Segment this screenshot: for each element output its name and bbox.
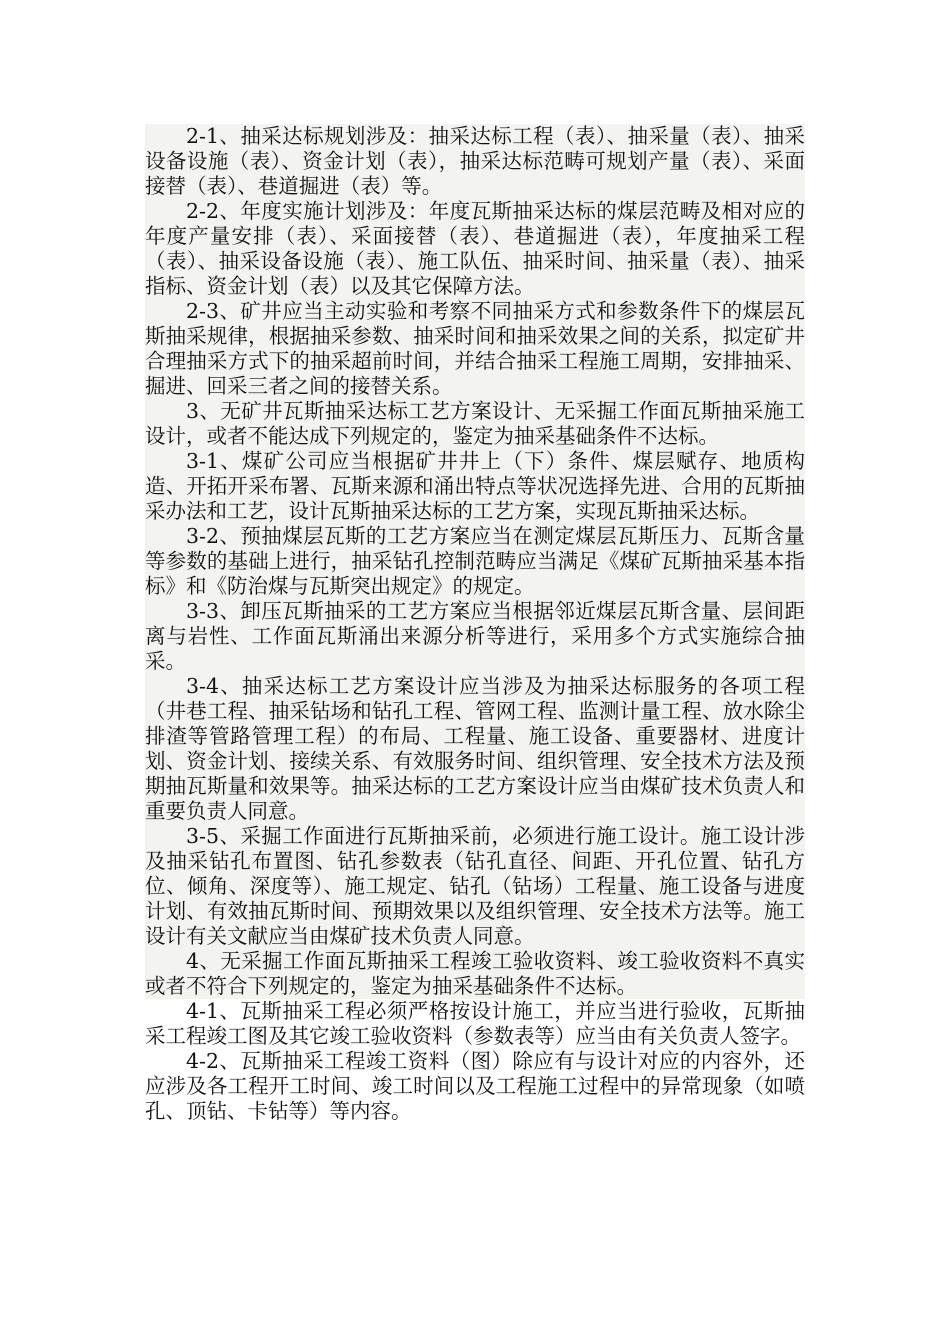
paragraph-3-2: 3-2、预抽煤层瓦斯的工艺方案应当在测定煤层瓦斯压力、瓦斯含量等参数的基础上进行，抽采钻孔控制范畴应当满足《煤矿瓦斯抽采基本指标》和《防治煤与瓦斯突出规定》的规定。 [145,524,805,598]
paragraph-3-1: 3-1、煤矿公司应当根据矿井井上（下）条件、煤层赋存、地质构造、开拓开采布署、瓦斯来源和涌出特点等状况选择先进、合用的瓦斯抽采办法和工艺，设计瓦斯抽采达标的工艺方案，实现瓦斯抽采达标。 [145,449,805,523]
paragraph-2-3: 2-3、矿井应当主动实验和考察不同抽采方式和参数条件下的煤层瓦斯抽采规律，根据抽采参数、抽采时间和抽采效果之间的关系，拟定矿井合理抽采方式下的抽采超前时间，并结合抽采工程施工周期，安排抽采、掘进、回采三者之间的接替关系。 [145,299,805,398]
document-body [145,124,805,1124]
paragraph-3-5: 3-5、采掘工作面进行瓦斯抽采前，必须进行施工设计。施工设计涉及抽采钻孔布置图、钻孔参数表（钻孔直径、间距、开孔位置、钻孔方位、倾角、深度等）、施工规定、钻孔（钻场）工程量、施工设备与进度计划、有效抽瓦斯时间、预期效果以及组织管理、安全技术方法等。施工设计有关文献应当由煤矿技术负责人同意。 [145,824,805,948]
paragraph-2-1: 2-1、抽采达标规划涉及：抽采达标工程（表）、抽采量（表）、抽采设备设施（表）、资金计划（表），抽采达标范畴可规划产量（表）、采面接替（表）、巷道掘进（表）等。 [145,124,805,198]
paragraph-4-1: 4-1、瓦斯抽采工程必须严格按设计施工，并应当进行验收，瓦斯抽采工程竣工图及其它竣工验收资料（参数表等）应当由有关负责人签字。 [145,999,805,1048]
paragraph-3: 3、无矿井瓦斯抽采达标工艺方案设计、无采掘工作面瓦斯抽采施工设计，或者不能达成下列规定的，鉴定为抽采基础条件不达标。 [145,399,805,448]
paragraph-4-2: 4-2、瓦斯抽采工程竣工资料（图）除应有与设计对应的内容外，还应涉及各工程开工时间、竣工时间以及工程施工过程中的异常现象（如喷孔、顶钻、卡钻等）等内容。 [145,1049,805,1123]
paragraph-4: 4、无采掘工作面瓦斯抽采工程竣工验收资料、竣工验收资料不真实或者不符合下列规定的，鉴定为抽采基础条件不达标。 [145,949,805,998]
paragraph-3-3: 3-3、卸压瓦斯抽采的工艺方案应当根据邻近煤层瓦斯含量、层间距离与岩性、工作面瓦斯涌出来源分析等进行，采用多个方式实施综合抽采。 [145,599,805,673]
paragraph-2-2: 2-2、年度实施计划涉及：年度瓦斯抽采达标的煤层范畴及相对应的年度产量安排（表）、采面接替（表）、巷道掘进（表），年度抽采工程（表）、抽采设备设施（表）、施工队伍、抽采时间、抽采量（表）、抽采指标、资金计划（表）以及其它保障方法。 [145,199,805,298]
paragraph-3-4: 3-4、抽采达标工艺方案设计应当涉及为抽采达标服务的各项工程（井巷工程、抽采钻场和钻孔工程、管网工程、监测计量工程、放水除尘排渣等管路管理工程）的布局、工程量、施工设备、重要器材、进度计划、资金计划、接续关系、有效服务时间、组织管理、安全技术方法及预期抽瓦斯量和效果等。抽采达标的工艺方案设计应当由煤矿技术负责人和重要负责人同意。 [145,674,805,823]
